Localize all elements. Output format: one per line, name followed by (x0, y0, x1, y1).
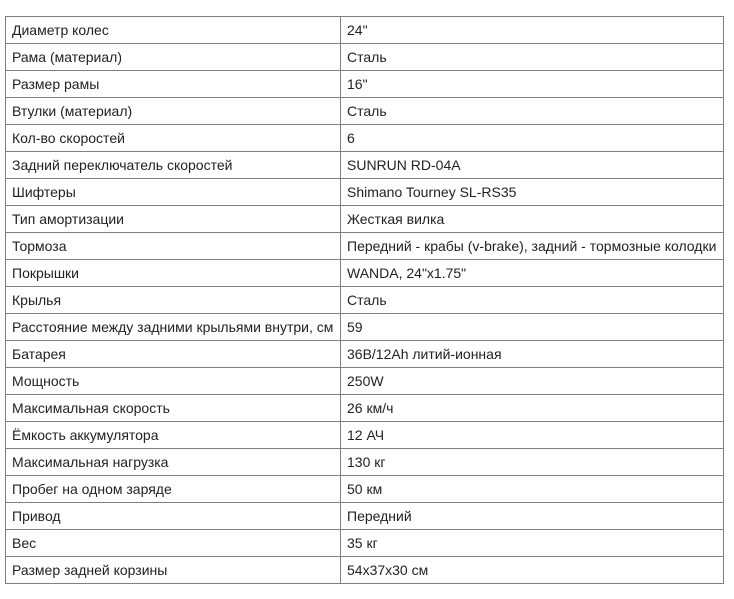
table-row (6, 125, 724, 152)
spec-value: WANDA, 24"x1.75" (341, 260, 724, 287)
table-row (6, 476, 724, 503)
spec-value: 6 (341, 125, 724, 152)
table-row (6, 530, 724, 557)
table-row (6, 341, 724, 368)
spec-value: 250W (341, 368, 724, 395)
table-row (6, 233, 724, 260)
table-row (6, 206, 724, 233)
spec-value: SUNRUN RD-04A (341, 152, 724, 179)
spec-value: 59 (341, 314, 724, 341)
table-row (6, 98, 724, 125)
spec-label: Тип амортизации (6, 206, 341, 233)
spec-label: Рама (материал) (6, 44, 341, 71)
table-row (6, 314, 724, 341)
spec-label: Диаметр колес (6, 17, 341, 44)
spec-value: Сталь (341, 98, 724, 125)
table-row (6, 503, 724, 530)
spec-value: 16" (341, 71, 724, 98)
spec-label: Мощность (6, 368, 341, 395)
spec-label: Максимальная скорость (6, 395, 341, 422)
spec-label: Втулки (материал) (6, 98, 341, 125)
table-row (6, 449, 724, 476)
spec-label: Ёмкость аккумулятора (6, 422, 341, 449)
spec-label: Максимальная нагрузка (6, 449, 341, 476)
spec-label: Расстояние между задними крыльями внутри, см (6, 314, 341, 341)
spec-value: 26 км/ч (341, 395, 724, 422)
spec-value: 50 км (341, 476, 724, 503)
spec-label: Размер задней корзины (6, 557, 341, 584)
spec-value: 36В/12Ah литий-ионная (341, 341, 724, 368)
spec-label: Шифтеры (6, 179, 341, 206)
spec-label: Крылья (6, 287, 341, 314)
spec-value: Жесткая вилка (341, 206, 724, 233)
table-row (6, 179, 724, 206)
table-row (6, 287, 724, 314)
spec-label: Пробег на одном заряде (6, 476, 341, 503)
spec-label: Привод (6, 503, 341, 530)
table-row (6, 422, 724, 449)
spec-value: Shimano Tourney SL-RS35 (341, 179, 724, 206)
table-row (6, 260, 724, 287)
spec-value: 54x37x30 см (341, 557, 724, 584)
spec-label: Покрышки (6, 260, 341, 287)
table-row (6, 152, 724, 179)
spec-value: Передний - крабы (v-brake), задний - тормозные колодки (341, 233, 724, 260)
table-row (6, 71, 724, 98)
spec-value: 35 кг (341, 530, 724, 557)
spec-label: Тормоза (6, 233, 341, 260)
spec-label: Батарея (6, 341, 341, 368)
spec-label: Вес (6, 530, 341, 557)
table-row (6, 368, 724, 395)
spec-table (5, 16, 724, 584)
spec-value: Сталь (341, 44, 724, 71)
spec-label: Кол-во скоростей (6, 125, 341, 152)
spec-value: Передний (341, 503, 724, 530)
table-row (6, 557, 724, 584)
table-row (6, 44, 724, 71)
spec-value: 130 кг (341, 449, 724, 476)
spec-label: Задний переключатель скоростей (6, 152, 341, 179)
table-row (6, 17, 724, 44)
spec-table-body (6, 17, 724, 584)
spec-value: 12 АЧ (341, 422, 724, 449)
spec-label: Размер рамы (6, 71, 341, 98)
table-row (6, 395, 724, 422)
spec-value: Сталь (341, 287, 724, 314)
spec-value: 24" (341, 17, 724, 44)
